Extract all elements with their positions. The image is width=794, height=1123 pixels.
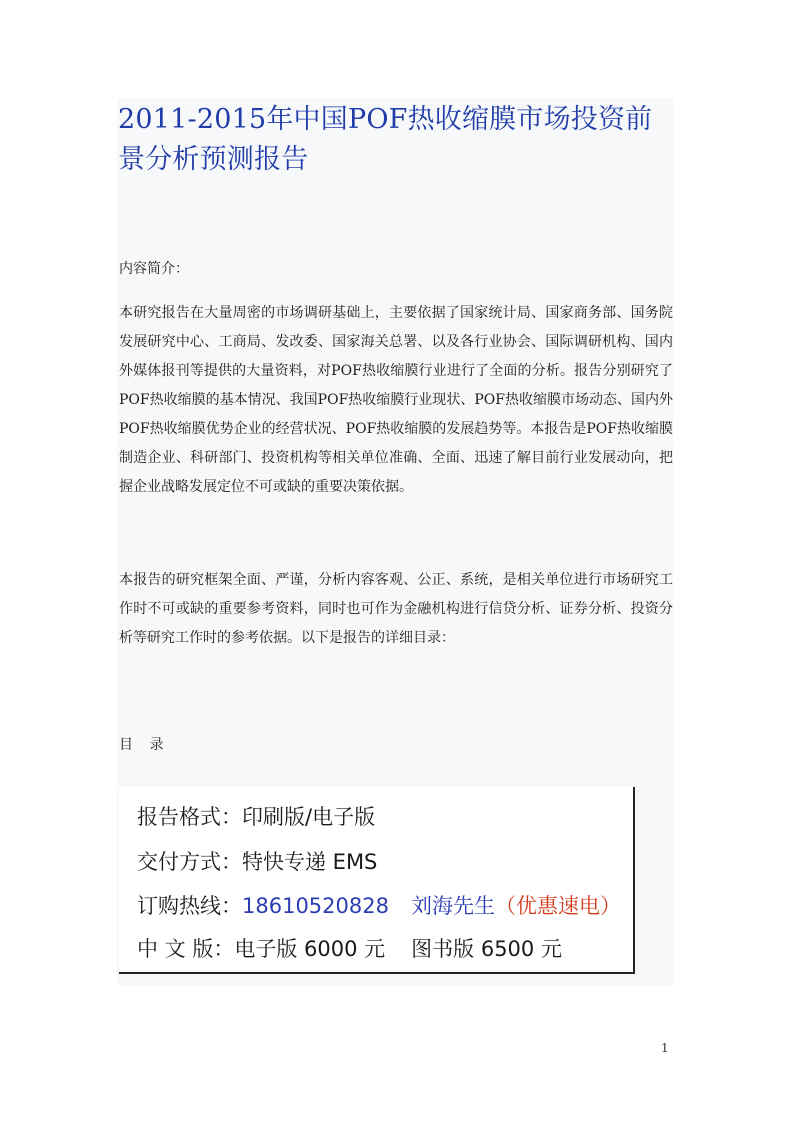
order-hotline-row (137, 886, 621, 926)
price-row (137, 929, 562, 969)
order-hotline-phone: 18610520828 (242, 894, 389, 918)
promo-note: 优惠速电 (515, 894, 600, 918)
report-format-row (137, 797, 375, 837)
delivery-method-label: 交付方式： (137, 850, 242, 874)
delivery-method-row (137, 842, 377, 882)
promo-open-paren: （ (494, 894, 516, 918)
order-hotline-label: 订购热线： (137, 894, 242, 918)
report-format-value: 印刷版/电子版 (242, 805, 376, 829)
price-electronic: 电子版 6000 元 (234, 937, 386, 961)
delivery-method-value: 特快专递 EMS (242, 850, 378, 874)
price-print: 图书版 6500 元 (411, 937, 562, 961)
page-number: 1 (661, 1041, 669, 1055)
intro-paragraph-2: 本报告的研究框架全面、严谨，分析内容客观、公正、系统，是相关单位进行市场研究工作时不可或缺的重要参考资料，同时也可作为金融机构进行信贷分析、证券分析、投资分析等研究工作时的参考依据。以下是报告的详细目录： (119, 572, 673, 646)
table-of-contents-label: 目 录 (119, 737, 170, 753)
report-format-label: 报告格式： (137, 805, 242, 829)
intro-label: 内容简介： (119, 261, 189, 277)
document-title: 2011-2015年中国POF热收缩膜市场投资前景分析预测报告 (118, 104, 653, 175)
intro-paragraph-1: 本研究报告在大量周密的市场调研基础上，主要依据了国家统计局、国家商务部、国务院发展研究中心、工商局、发改委、国家海关总署、以及各行业协会、国际调研机构、国内外媒体报刊等提供的大量资料，对POF热收缩膜行业进行了全面的分析。报告分别研究了POF热收缩膜的基本情况、我国POF热收缩膜行业现状、POF热收缩膜市场动态、国内外POF热收缩膜优势企业的经营状况、POF热收缩膜的发展趋势等。本报告是POF热收缩膜制造企业、科研部门、投资机构等相关单位准确、全面、迅速了解目前行业发展动向，把握企业战略发展定位不可或缺的重要决策依据。 (119, 305, 673, 495)
order-hotline-contact: 刘海先生 (410, 894, 495, 918)
promo-close-paren: ） (599, 894, 621, 918)
order-info-box (119, 787, 635, 974)
price-label: 中 文 版： (137, 937, 235, 961)
